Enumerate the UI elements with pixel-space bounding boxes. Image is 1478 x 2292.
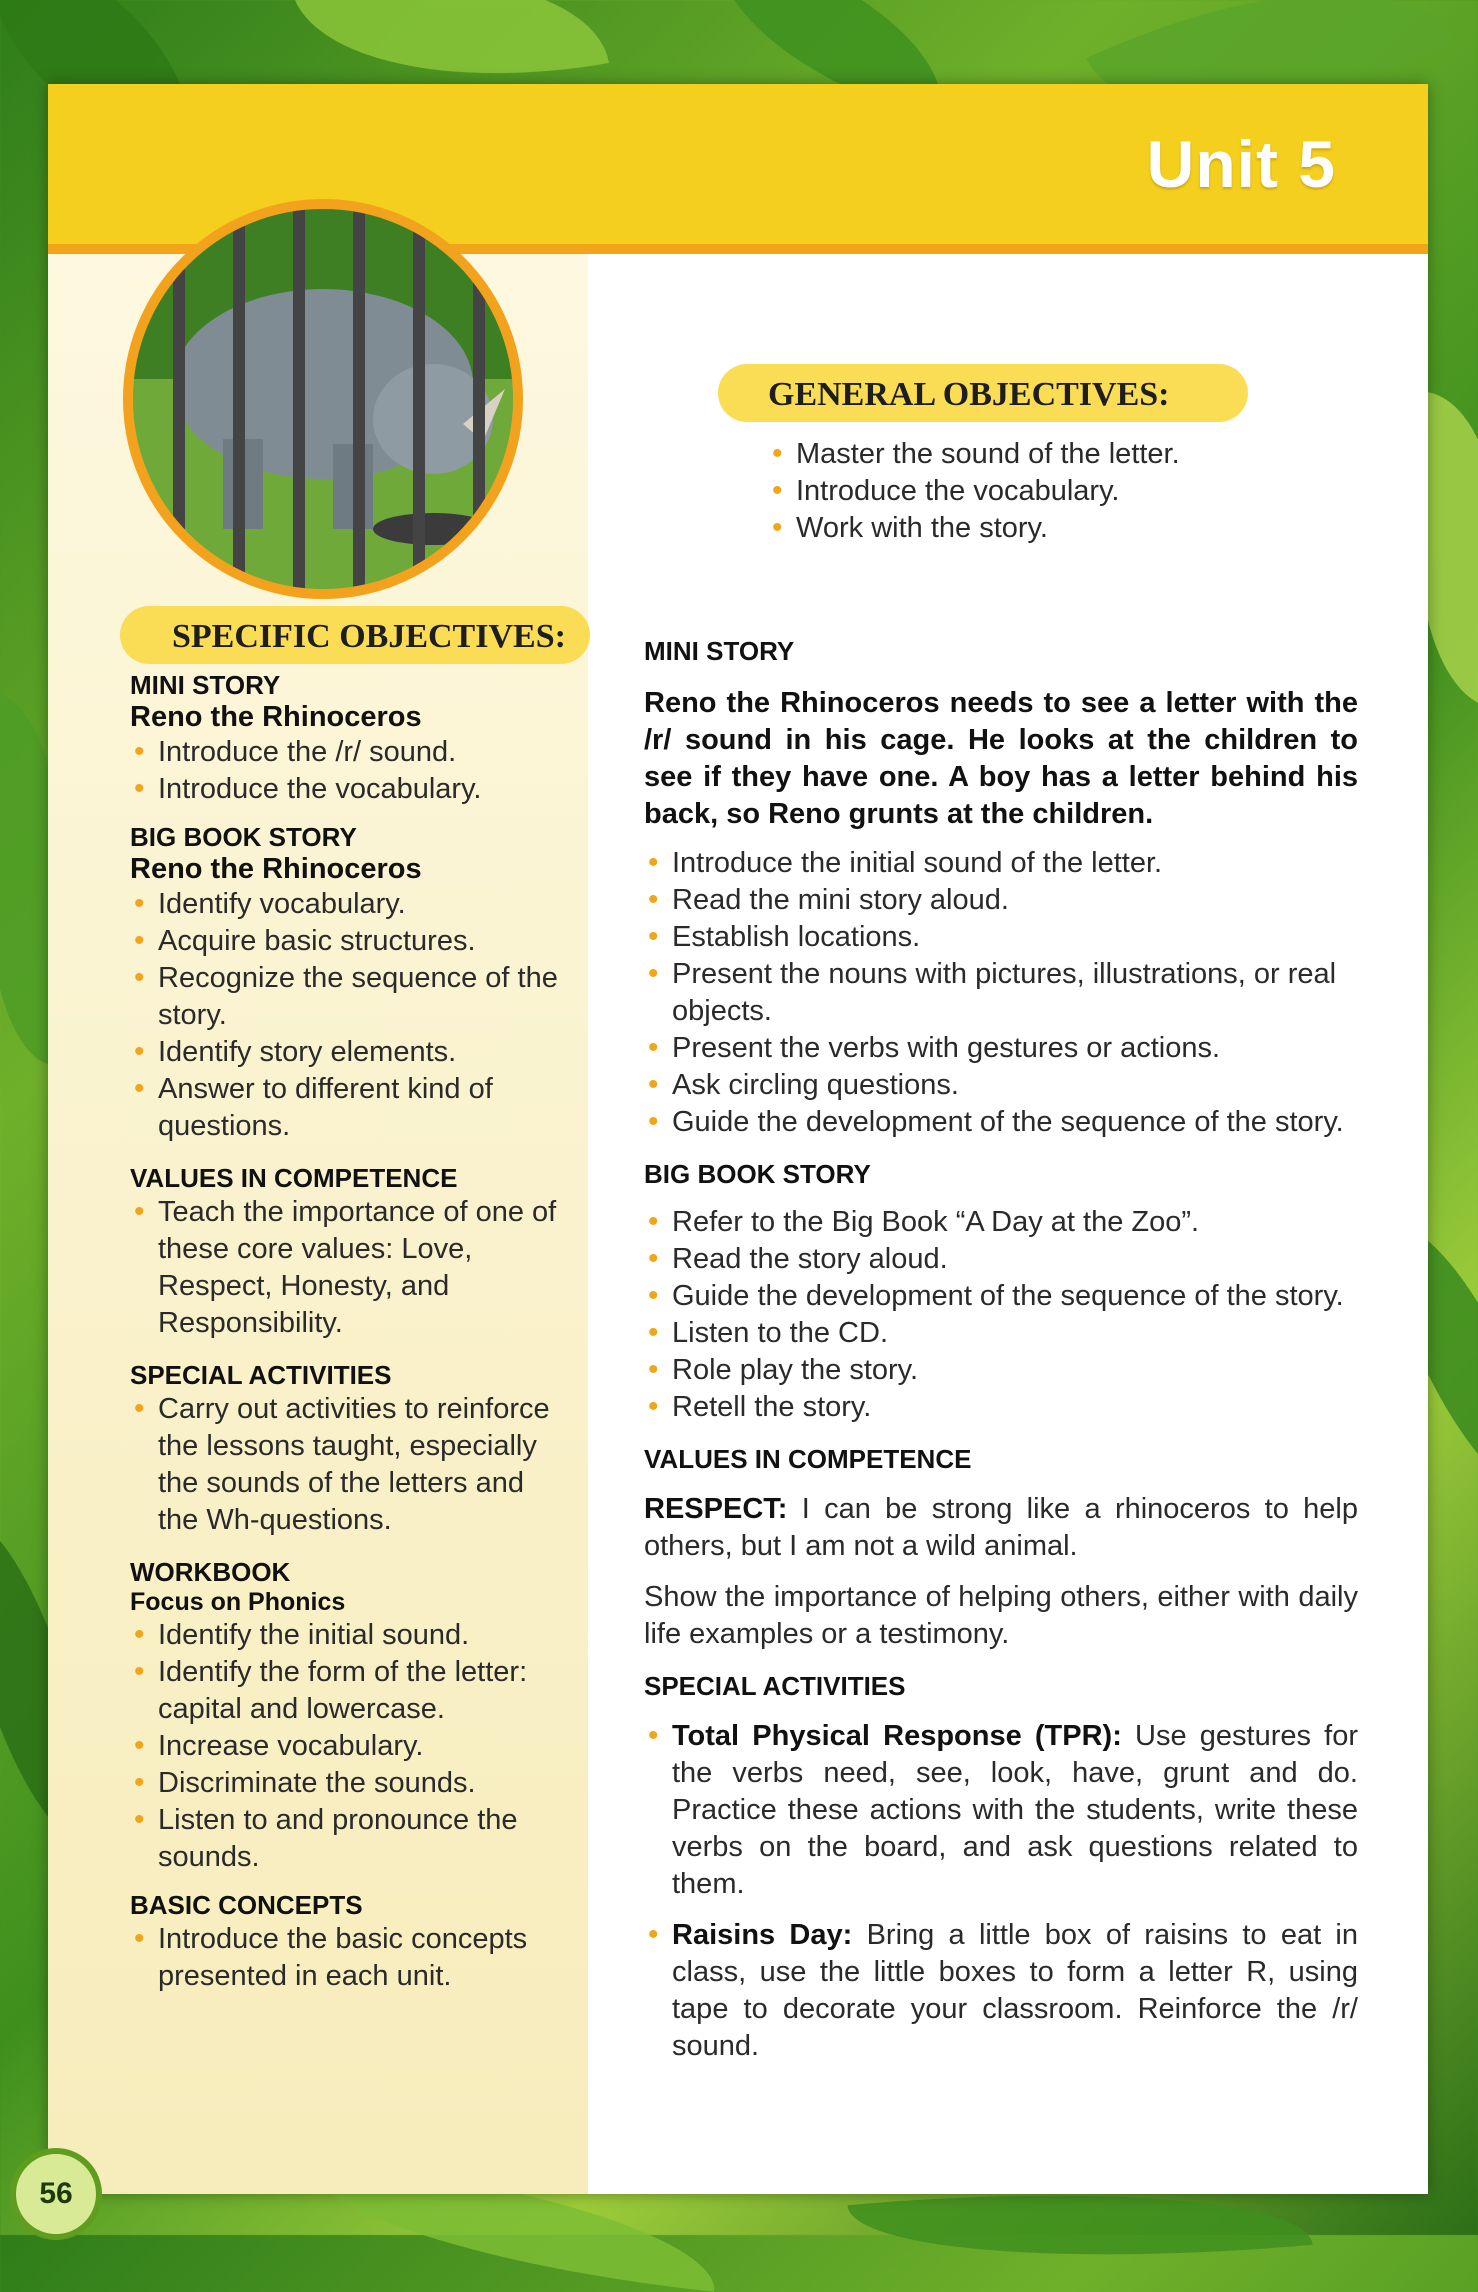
- list-item: • Refer to the Big Book “A Day at the Zoo”.: [644, 1204, 1358, 1241]
- list-item: • Present the verbs with gestures or actions.: [644, 1030, 1358, 1067]
- list-item: • Introduce the /r/ sound.: [130, 734, 560, 771]
- list-item: • Answer to different kind of questions.: [130, 1071, 560, 1145]
- specific-objectives-heading: SPECIFIC OBJECTIVES:: [120, 606, 590, 664]
- respect-paragraph: RESPECT: I can be strong like a rhinoceros to help others, but I am not a wild animal.: [644, 1493, 1358, 1562]
- story-title: Reno the Rhinoceros: [130, 701, 422, 733]
- list-item: • Discriminate the sounds.: [130, 1765, 560, 1802]
- list-item: • Role play the story.: [644, 1352, 1358, 1389]
- section-heading: MINI STORY: [644, 636, 795, 666]
- big-book-objectives: [130, 886, 560, 1145]
- list-item: • Establish locations.: [644, 919, 1358, 956]
- story-title: Reno the Rhinoceros: [130, 853, 422, 885]
- list-item: • Increase vocabulary.: [130, 1728, 560, 1765]
- values-paragraph: Show the importance of helping others, either with daily life examples or a testimony.: [644, 1581, 1358, 1650]
- list-item: • Master the sound of the letter.: [768, 436, 1328, 473]
- section-heading: BIG BOOK STORY: [130, 822, 357, 852]
- tpr-activity: • Total Physical Response (TPR): Use gestures for the verbs need, see, look, have, grunt and do. Practice these actions with the students, write these verbs on the board, and ask questions related to them.: [644, 1718, 1358, 1903]
- section-heading: VALUES IN COMPETENCE: [644, 1444, 972, 1474]
- mini-story-summary: Reno the Rhinoceros needs to see a letter with the /r/ sound in his cage. He looks at the children to see if they have one. A boy has a letter behind his back, so Reno grunts at the children.: [644, 687, 1358, 830]
- big-book-steps: [644, 1204, 1358, 1426]
- raisins-activity: • Raisins Day: Bring a little box of raisins to eat in class, use the little boxes to form a letter R, using tape to decorate your classroom. Reinforce the /r/ sound.: [644, 1917, 1358, 2065]
- workbook-subheading: Focus on Phonics: [130, 1588, 346, 1616]
- list-item: • Read the mini story aloud.: [644, 882, 1358, 919]
- list-item: • Present the nouns with pictures, illustrations, or real objects.: [644, 956, 1358, 1030]
- list-item: • Introduce the vocabulary.: [130, 771, 560, 808]
- list-item: • Introduce the basic concepts presented in each unit.: [130, 1921, 560, 1995]
- page-number: 56: [10, 2148, 102, 2240]
- section-heading: WORKBOOK: [130, 1557, 291, 1587]
- section-heading: BASIC CONCEPTS: [130, 1890, 363, 1920]
- specific-objectives-body: [130, 670, 560, 1995]
- list-item: • Listen to and pronounce the sounds.: [130, 1802, 560, 1876]
- workbook-objectives: [130, 1617, 560, 1876]
- section-heading: BIG BOOK STORY: [644, 1159, 871, 1189]
- unit-title: Unit 5: [1146, 127, 1336, 201]
- workbook-page: [48, 84, 1428, 2194]
- list-item: • Introduce the initial sound of the letter.: [644, 845, 1358, 882]
- mini-story-steps: [644, 845, 1358, 1141]
- list-item: • Ask circling questions.: [644, 1067, 1358, 1104]
- list-item: • Identify the initial sound.: [130, 1617, 560, 1654]
- section-heading: SPECIAL ACTIVITIES: [130, 1360, 392, 1390]
- list-item: • Identify the form of the letter: capital and lowercase.: [130, 1654, 560, 1728]
- special-activities-list: [644, 1718, 1358, 2065]
- list-item: • Listen to the CD.: [644, 1315, 1358, 1352]
- list-item: • Identify vocabulary.: [130, 886, 560, 923]
- values-objectives: [130, 1194, 560, 1342]
- list-item: • Guide the development of the sequence of the story.: [644, 1104, 1358, 1141]
- list-item: • Acquire basic structures.: [130, 923, 560, 960]
- list-item: • Read the story aloud.: [644, 1241, 1358, 1278]
- rhino-illustration: [123, 199, 523, 599]
- list-item: • Recognize the sequence of the story.: [130, 960, 560, 1034]
- special-activities-objectives: [130, 1391, 560, 1539]
- list-item: • Introduce the vocabulary.: [768, 473, 1328, 510]
- list-item: • Identify story elements.: [130, 1034, 560, 1071]
- respect-label: RESPECT:: [644, 1493, 788, 1525]
- list-item: • Retell the story.: [644, 1389, 1358, 1426]
- section-heading: SPECIAL ACTIVITIES: [644, 1671, 906, 1701]
- general-objectives-heading: GENERAL OBJECTIVES:: [718, 364, 1248, 422]
- mini-story-objectives: [130, 734, 560, 808]
- general-objectives-list: [768, 436, 1328, 547]
- list-item: • Guide the development of the sequence of the story.: [644, 1278, 1358, 1315]
- section-heading: MINI STORY: [130, 670, 281, 700]
- section-heading: VALUES IN COMPETENCE: [130, 1163, 458, 1193]
- right-column-body: [644, 636, 1358, 2065]
- basic-concepts-objectives: [130, 1921, 560, 1995]
- list-item: • Work with the story.: [768, 510, 1328, 547]
- list-item: • Carry out activities to reinforce the lessons taught, especially the sounds of the letters and the Wh-questions.: [130, 1391, 560, 1539]
- list-item: • Teach the importance of one of these core values: Love, Respect, Honesty, and Responsibility.: [130, 1194, 560, 1342]
